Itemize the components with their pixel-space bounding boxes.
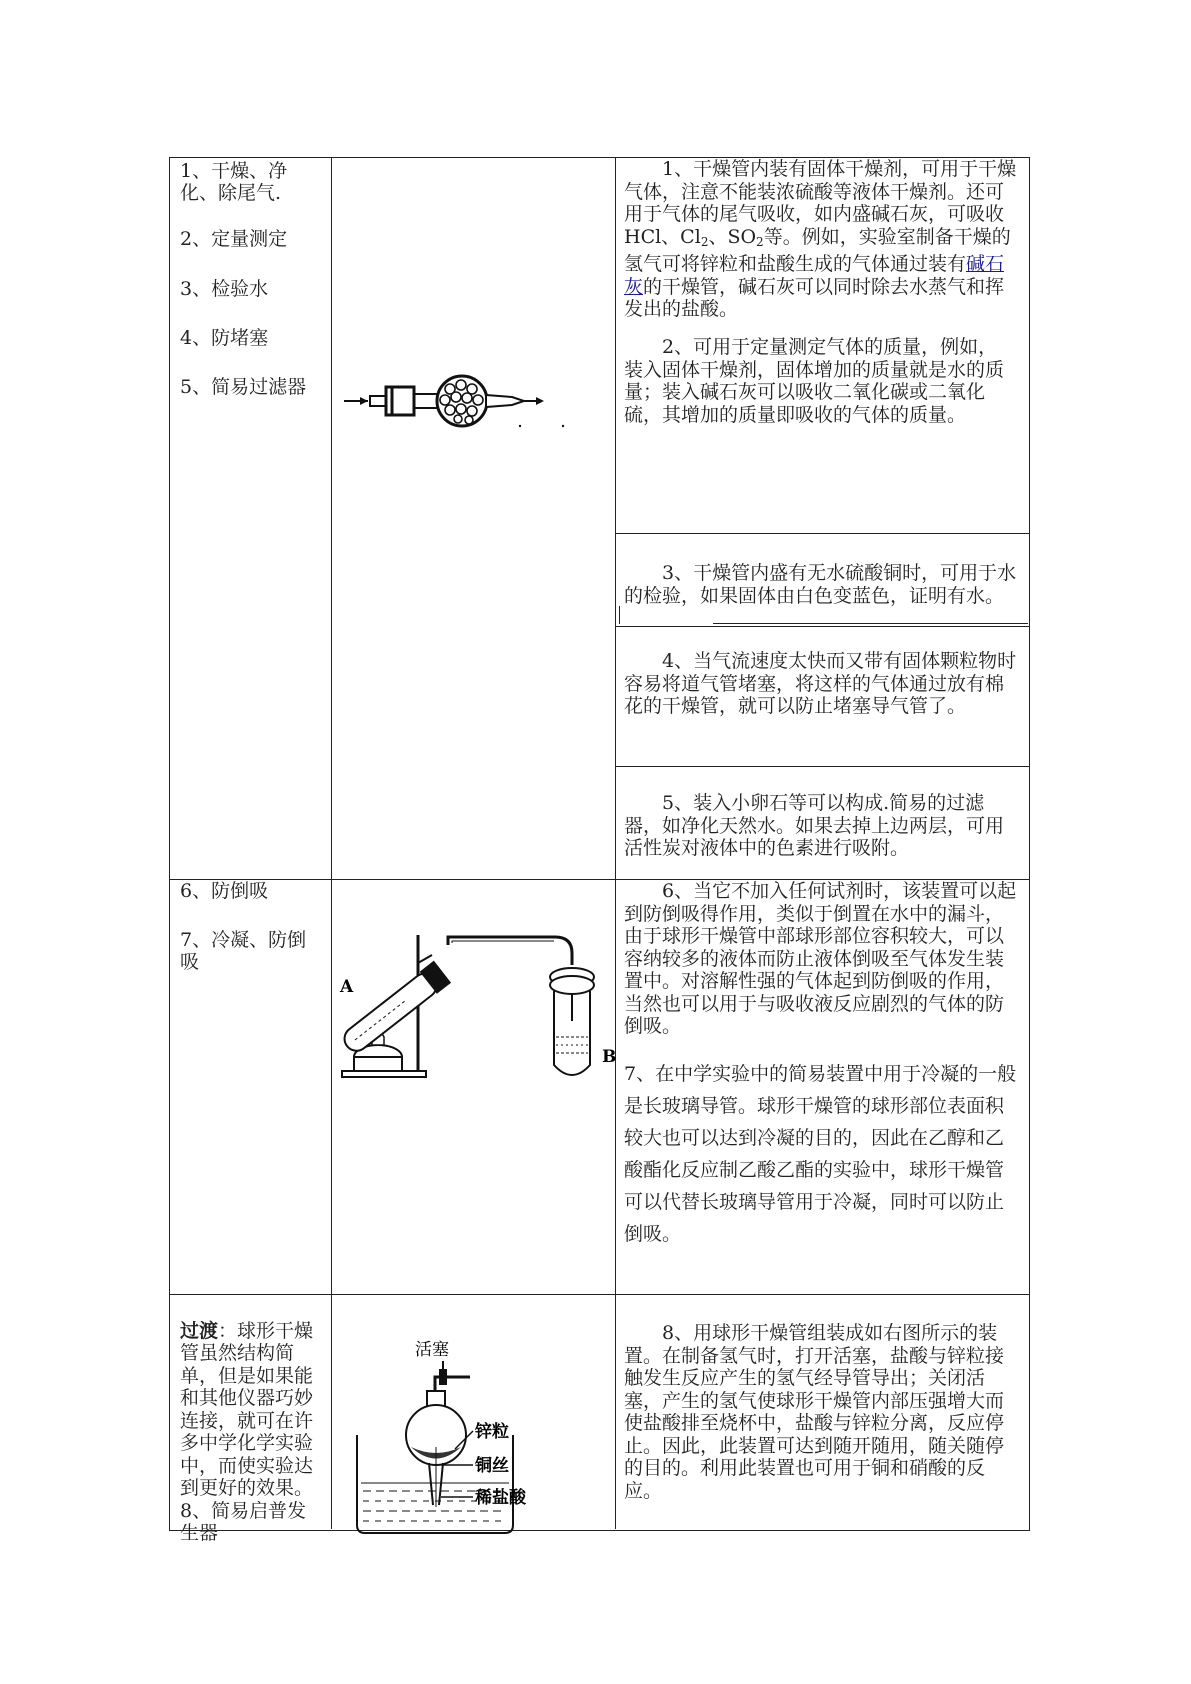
left-item-2: 2、定量测定 [180,228,288,250]
p1-text-d: 的干燥管，碱石灰可以同时除去水蒸气和挥发出的盐酸。 [624,275,1005,320]
p1-text-b: 、SO [708,225,757,248]
fig-label-b: B [602,1047,617,1067]
p1-subscript-cl: 2 [700,234,709,249]
anti-suckback-figure [340,925,617,1085]
drying-tube-figure [340,365,570,445]
p3-cursor-mark [619,606,620,624]
row-divider-2 [169,1294,1029,1295]
left-item-5: 5、简易过滤器 [180,376,307,398]
kipp-generator-figure [355,1335,585,1535]
paragraph-5: 5、装入小卵石等可以构成.简易的过滤器，如净化天然水。如果去掉上边两层，可用活性炭对液体中的色素进行吸附。 [624,792,1005,859]
col-divider-2 [615,157,616,1529]
transition-text [180,1297,320,1545]
paragraph-7: 7、在中学实验中的简易装置中用于冷凝的一般是长玻璃导管。球形干燥管的球形部位表面积较大也可以达到冷凝的目的，因此在乙醇和乙酸酯化反应制乙酸乙酯的实验中，球形干燥管可以代替长玻璃导管用于冷凝，同时可以防止倒吸。 [624,1063,1017,1245]
paragraph-6: 6、当它不加入任何试剂时，该装置可以起到防倒吸得作用，类似于倒置在水中的漏斗，由于球形干燥管中部球形部位容积较大，可以容纳较多的液体而防止液体倒吸至气体发生装置中。对溶解性强的气体起到防倒吸的作用，当然也可以用于与吸收液反应剧烈的气体的防倒吸。 [624,880,1017,1037]
transition-body: ：球形干燥管虽然结构简单，但是如果能和其他仪器巧妙连接，就可在许多中学化学实验中，而使实验达到更好的效果。8、简易启普发生器 [180,1319,314,1544]
left-item-3: 3、检验水 [180,278,269,300]
subrow-divider-1 [615,533,1029,534]
fig-label-stopcock: 活塞 [415,1340,449,1360]
p1-text-a: 1、干燥管内装有固体干燥剂，可用于干燥气体，注意不能装浓硫酸等液体干燥剂。还可用于气体的尾气吸收，如内盛碱石灰，可吸收HCl、Cl [624,158,1017,248]
fig-label-zinc: 锌粒 [475,1422,509,1442]
left-item-7: 7、冷凝、防倒吸 [180,929,307,973]
paragraph-1 [624,158,1022,321]
paragraph-8: 8、用球形干燥管组装成如右图所示的装置。在制备氢气时，打开活塞，盐酸与锌粒接触发生反应产生的氢气经导管导出；关闭活塞，产生的氢气使球形干燥管内部压强增大而使盐酸排至烧杯中，盐酸与锌粒分离，反应停止。因此，此装置可达到随开随用，随关随停的目的。利用此装置也可用于铜和硝酸的反应。 [624,1322,1005,1502]
paragraph-4: 4、当气流速度太快而又带有固体颗粒物时容易将道气管堵塞，将这样的气体通过放有棉花的干燥管，就可以防止堵塞导气管了。 [624,650,1017,717]
left-item-4: 4、防堵塞 [180,327,269,349]
fig-label-copper-wire: 铜丝 [475,1456,509,1476]
subrow-divider-2 [615,626,1029,627]
transition-bold-label: 过渡 [180,1319,219,1342]
paragraph-3: 3、干燥管内盛有无水硫酸铜时，可用于水的检验，如果固体由白色变蓝色，证明有水。 [624,562,1017,607]
soda-lime-link[interactable]: 碱石灰 [624,253,1005,298]
p3-underline [713,623,1028,624]
p1-subscript-so: 2 [756,234,764,249]
col-divider-1 [331,157,332,1529]
p1-text-c: 等。例如，实验室制备干燥的氢气可将锌粒和盐酸生成的气体通过装有 [624,225,1011,275]
paragraph-2: 2、可用于定量测定气体的质量，例如，装入固体干燥剂，固体增加的质量就是水的质量；装入碱石灰可以吸收二氧化碳或二氧化硫，其增加的质量即吸收的气体的质量。 [624,336,1005,426]
subrow-divider-3 [615,766,1029,767]
left-item-6: 6、防倒吸 [180,880,269,902]
left-item-1: 1、干燥、净化、除尾气. [180,160,288,204]
fig-label-dilute-hcl: 稀盐酸 [475,1488,526,1508]
fig-label-a: A [340,977,354,997]
